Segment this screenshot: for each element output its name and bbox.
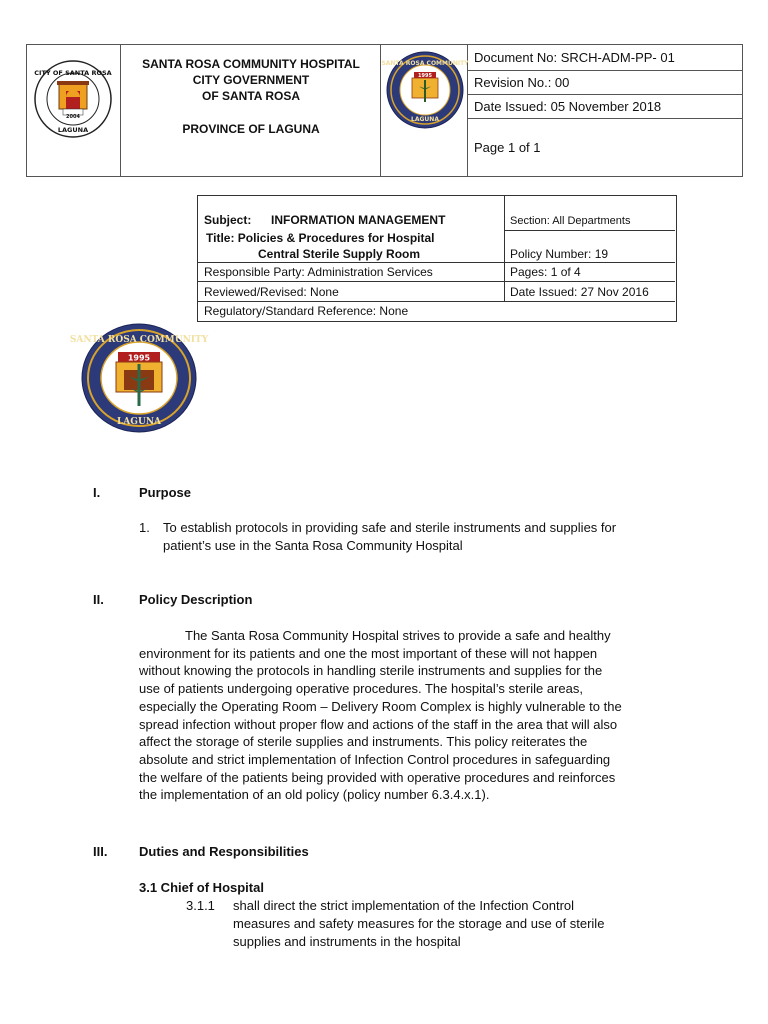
of-city: OF SANTA ROSA bbox=[202, 89, 300, 103]
table-row bbox=[198, 263, 675, 282]
paragraph-line: absolute and strict implementation of Infection Control procedures in safeguarding bbox=[139, 751, 611, 767]
page-number: Page 1 of 1 bbox=[474, 140, 541, 155]
policy-number: Policy Number: 19 bbox=[510, 247, 609, 261]
document-info-cell bbox=[468, 45, 742, 176]
section-title-policy-description: Policy Description bbox=[139, 592, 253, 607]
policy-description-paragraph bbox=[139, 627, 699, 804]
header-date-issued: Date Issued: 05 November 2018 bbox=[468, 95, 742, 119]
paragraph-line: especially the Operating Room – Delivery Room Complex is highly vulnerable to the bbox=[139, 698, 622, 714]
duty-item-line-2: measures and safety measures for the storage and use of sterile bbox=[233, 916, 605, 931]
svg-text:CITY OF SANTA ROSA: CITY OF SANTA ROSA bbox=[34, 69, 112, 77]
subject-value: INFORMATION MANAGEMENT bbox=[271, 213, 446, 227]
city-government: CITY GOVERNMENT bbox=[192, 73, 310, 87]
svg-text:LAGUNA: LAGUNA bbox=[57, 126, 89, 134]
paragraph-line: use of patients undergoing operative procedures. The hospital’s sterile areas, bbox=[139, 681, 583, 697]
subject-label: Subject: bbox=[204, 213, 252, 227]
reviewed-revised: Reviewed/Revised: None bbox=[204, 285, 339, 299]
paragraph-line: spread infection without proper flow and actions of the staff in the area that will also bbox=[139, 716, 618, 732]
svg-text:SANTA ROSA COMMUNITY: SANTA ROSA COMMUNITY bbox=[381, 60, 469, 67]
purpose-item-line-1: To establish protocols in providing safe and sterile instruments and supplies for bbox=[163, 520, 617, 535]
hospital-seal-icon bbox=[381, 50, 469, 130]
city-seal-cell bbox=[27, 45, 121, 176]
svg-text:1995: 1995 bbox=[418, 73, 432, 79]
large-hospital-seal-icon bbox=[69, 322, 209, 434]
svg-text:LAGUNA: LAGUNA bbox=[411, 116, 439, 123]
section-title-purpose: Purpose bbox=[139, 485, 192, 500]
revision-number: Revision No.: 00 bbox=[468, 71, 742, 95]
purpose-item-number: 1. bbox=[139, 520, 150, 535]
svg-text:2004: 2004 bbox=[66, 114, 80, 120]
document-header-table bbox=[26, 44, 743, 177]
title-line-1: Title: Policies & Procedures for Hospital bbox=[206, 231, 435, 245]
paragraph-line: the welfare of the patients being provided with operative procedures and reinforces bbox=[139, 769, 616, 785]
hospital-seal-cell bbox=[381, 45, 468, 176]
pages: Pages: 1 of 4 bbox=[510, 265, 581, 279]
paragraph-line: environment for its patients and one the most important of these will not happen bbox=[139, 645, 598, 661]
document-number: Document No: SRCH-ADM-PP- 01 bbox=[468, 45, 742, 71]
province: PROVINCE OF LAGUNA bbox=[182, 122, 320, 136]
section-title-duties: Duties and Responsibilities bbox=[139, 844, 309, 859]
responsible-party: Responsible Party: Administration Services bbox=[204, 265, 433, 279]
section-numeral-1: I. bbox=[93, 485, 101, 500]
svg-text:SANTA ROSA COMMUNITY: SANTA ROSA COMMUNITY bbox=[69, 335, 209, 345]
paragraph-line: the implementation of an old policy (policy number 6.3.4.x.1). bbox=[139, 787, 490, 803]
paragraph-line: without knowing the protocols in handling sterile instruments and supplies for the bbox=[139, 663, 603, 679]
section-divider bbox=[504, 230, 675, 231]
city-of-santa-rosa-seal-icon bbox=[33, 59, 113, 139]
duty-item-number: 3.1.1 bbox=[186, 898, 215, 913]
duty-item-line-1: shall direct the strict implementation of the Infection Control bbox=[233, 898, 575, 913]
policy-date-issued: Date Issued: 27 Nov 2016 bbox=[510, 285, 649, 299]
title-line-2: Central Sterile Supply Room bbox=[258, 247, 421, 261]
svg-text:1995: 1995 bbox=[127, 353, 151, 363]
paragraph-line: The Santa Rosa Community Hospital strives to provide a safe and healthy bbox=[185, 628, 611, 643]
table-row bbox=[198, 196, 675, 263]
section-numeral-2: II. bbox=[93, 592, 104, 607]
duty-item-line-3: supplies and instruments in the hospital bbox=[233, 934, 461, 949]
regulatory-reference: Regulatory/Standard Reference: None bbox=[204, 304, 409, 318]
hospital-title-cell bbox=[121, 45, 381, 176]
subsection-title-chief: 3.1 Chief of Hospital bbox=[139, 880, 264, 895]
table-row bbox=[198, 282, 675, 302]
section-numeral-3: III. bbox=[93, 844, 108, 859]
paragraph-line: affect the storage of sterile supplies and instruments. This policy reiterates the bbox=[139, 734, 588, 750]
hospital-name: SANTA ROSA COMMUNITY HOSPITAL bbox=[142, 57, 360, 71]
purpose-item-line-2: patient’s use in the Santa Rosa Community Hospital bbox=[163, 538, 463, 553]
svg-text:LAGUNA: LAGUNA bbox=[116, 417, 162, 427]
section: Section: All Departments bbox=[510, 215, 631, 227]
policy-info-table bbox=[197, 195, 677, 322]
